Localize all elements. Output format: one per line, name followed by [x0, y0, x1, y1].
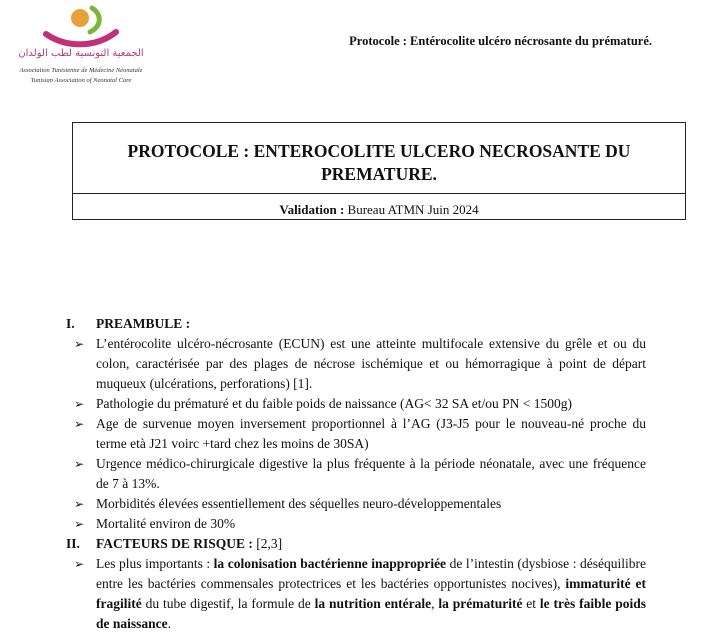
section-heading-facteurs	[62, 534, 646, 554]
atmn-logo	[6, 4, 156, 90]
list-item: ➢ L’entérocolite ulcéro-nécrosante (ECUN) est une atteinte multifocale extensive du grêle et ou du colon, caractérisée par des plages de nécrose ischémique et ou hémorragique à point de départ muqueux (ulcérations, perforations) [1].	[74, 336, 646, 391]
arrow-bullet-icon: ➢	[74, 417, 85, 431]
section-title: PREAMBULE :	[96, 316, 191, 331]
section-number: II.	[66, 536, 80, 551]
list-item: ➢ Age de survenue moyen inversement proportionnel à l’AG (J3-J5 pour le nouveau-né proche du terme età J21 voirc +tard chez les moins de 30SA)	[74, 416, 646, 451]
validation-label: Validation :	[279, 202, 345, 217]
logo-mark-icon	[40, 4, 120, 48]
logo-french-name: Association Tunisienne de Médecine Néonatale	[19, 67, 143, 74]
arrow-bullet-icon: ➢	[74, 497, 85, 511]
arrow-bullet-icon: ➢	[74, 337, 85, 351]
list-item: ➢ Morbidités élevées essentiellement des séquelles neuro-développementales	[62, 494, 646, 514]
logo-arabic-name: الجمعية التونسية لطب الولدان	[18, 48, 144, 59]
list-item: ➢ Pathologie du prématuré et du faible poids de naissance (AG< 32 SA et/ou PN < 1500g)	[62, 394, 646, 414]
arrow-bullet-icon: ➢	[74, 397, 85, 411]
page-header: Protocole : Entérocolite ulcéro nécrosante du prématuré.	[349, 34, 652, 48]
arrow-bullet-icon: ➢	[74, 517, 85, 531]
document-body	[62, 314, 646, 634]
list-item: ➢ Mortalité environ de 30%	[62, 514, 646, 534]
list-item: ➢ Urgence médico-chirurgicale digestive la plus fréquente à la période néonatale, avec une fréquence de 7 à 13%.	[74, 456, 646, 491]
title-box	[72, 122, 686, 220]
validation-line	[73, 202, 685, 218]
section-title: FACTEURS DE RISQUE :	[96, 536, 253, 551]
logo-english-name: Tunisian Association of Neonatal Care	[30, 77, 132, 84]
list-item: ➢ Les plus importants : la colonisation bactérienne inappropriée de l’intestin (dysbiose : déséquilibre entre les bactéries commensales protectrices et les bactéries opportunistes nocives), immaturité et fragilité du tube digestif, la formule de la nutrition entérale, la prématurité et le très faible poids de naissance.	[74, 556, 647, 631]
validation-value: Bureau ATMN Juin 2024	[344, 202, 479, 217]
section-reference: [2,3]	[252, 536, 283, 551]
title-divider	[73, 193, 685, 194]
arrow-bullet-icon: ➢	[74, 457, 85, 471]
arrow-bullet-icon: ➢	[74, 557, 85, 571]
protocol-title: PROTOCOLE : ENTEROCOLITE ULCERO NECROSANTE DU PREMATURE.	[127, 141, 631, 184]
section-number: I.	[66, 316, 75, 331]
section-heading-preambule	[62, 314, 646, 334]
